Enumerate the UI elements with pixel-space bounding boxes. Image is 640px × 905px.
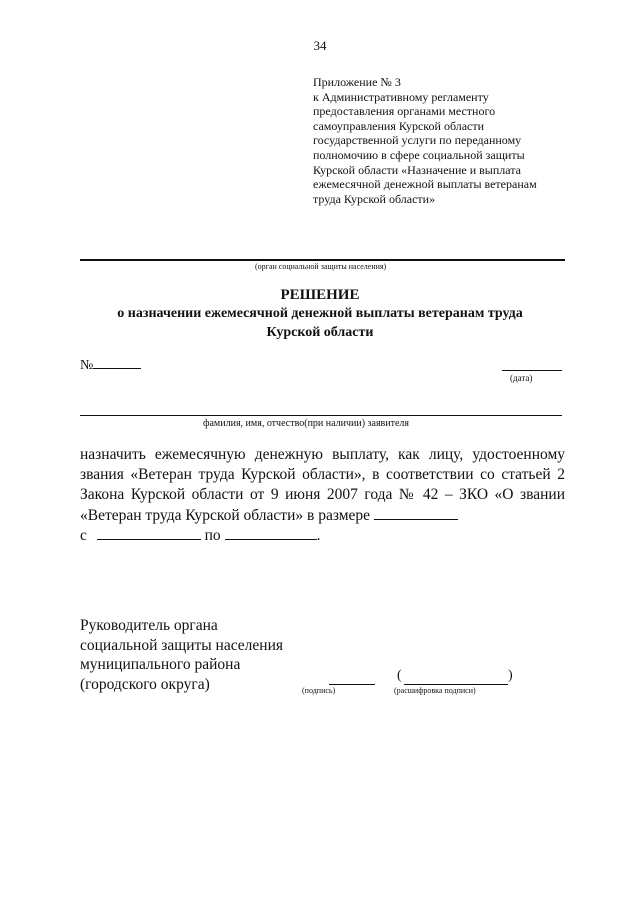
body-line-amount (80, 506, 565, 526)
date-field-line (502, 370, 562, 371)
applicant-field-line (80, 415, 562, 416)
page-number: 34 (313, 38, 327, 53)
applicant-caption: фамилия, имя, отчество(при наличии) заявителя (203, 418, 410, 429)
document-subtitle: о назначении ежемесячной денежной выплаты ветеранам труда (117, 306, 523, 321)
appendix-line: полномочию в сфере социальной защиты (313, 147, 525, 162)
body-line: Закона Курской области от 9 июня 2007 года № 42 – ЗКО «О звании (80, 486, 565, 504)
signatory-line: муниципального района (80, 656, 241, 674)
decision-body (80, 445, 565, 546)
appendix-line: к Административному регламенту (313, 89, 489, 104)
organ-caption: (орган социальной защиты населения) (255, 262, 387, 271)
body-line-period (80, 526, 565, 546)
amount-label: «Ветеран труда Курской области» в размере (80, 506, 371, 524)
number-label: № (80, 358, 94, 373)
signature-caption: (подпись) (302, 686, 336, 695)
appendix-line: самоуправления Курской области (313, 118, 485, 133)
document-subtitle-region: Курской области (266, 325, 374, 340)
decode-close-paren: ) (508, 668, 513, 683)
period-from-label: с (80, 526, 87, 544)
appendix-line: труда Курской области» (313, 191, 436, 206)
signature-field-line (329, 684, 375, 685)
organ-field-line (80, 259, 565, 261)
decision-number (80, 357, 141, 374)
appendix-line: Приложение № 3 (313, 75, 401, 89)
document-title: РЕШЕНИЕ (280, 287, 360, 303)
amount-blank (374, 507, 458, 520)
appendix-line: Курской области «Назначение и выплата (313, 162, 522, 177)
date-caption: (дата) (510, 373, 533, 383)
appendix-block (313, 75, 593, 206)
signatory-line: социальной защиты населения (80, 636, 284, 654)
body-line: назначить ежемесячную денежную выплату, как лицу, удостоенному (80, 446, 565, 463)
signatory-line: (городского округа) (80, 676, 210, 694)
period-from-blank (97, 527, 201, 540)
appendix-line: предоставления органами местного (313, 104, 496, 119)
number-blank (93, 357, 141, 369)
body-line: звания «Ветеран труда Курской области», в соответствии со статьей 2 (80, 466, 565, 484)
period-end: . (316, 526, 321, 544)
signatory-line: Руководитель органа (80, 617, 218, 634)
decode-open-paren: ( (397, 668, 402, 683)
appendix-line: государственной услуги по переданному (313, 133, 522, 148)
period-to-blank (225, 527, 317, 540)
decode-field-line (404, 684, 508, 685)
appendix-line: ежемесячной денежной выплаты ветеранам (313, 177, 537, 192)
period-to-label: по (204, 526, 221, 544)
decode-caption: (расшифровка подписи) (394, 686, 476, 695)
signatory-block (80, 616, 283, 695)
